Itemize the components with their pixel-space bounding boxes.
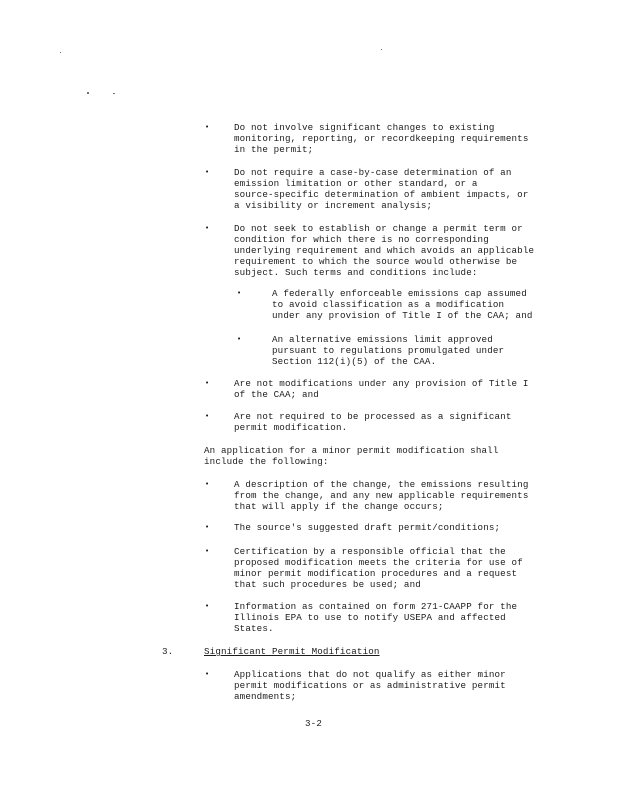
list-item: Are not required to be processed as a significant permit modification. [234,411,512,433]
application-item: The source's suggested draft permit/conditions; [234,522,501,533]
bullet-marker: • [205,602,210,610]
list-item: Do not seek to establish or change a permit term or condition for which there is no corresponding underlying requirement and which avoids an applicable requirement to which the source would otherwise be subject. Such terms and conditions include: [234,223,535,278]
scan-speck [381,49,382,50]
bullet-marker: • [205,523,210,531]
bullet-marker: • [205,547,210,555]
sub-list-item: A federally enforceable emissions cap assumed to avoid classification as a modification under any provision of Title I of the CAA; and [272,288,533,321]
bullet-marker: • [205,412,210,420]
sub-list-item: An alternative emissions limit approved pursuant to regulations promulgated under Section 112(i)(5) of the CAA. [272,334,505,367]
scan-speck [113,93,115,94]
application-intro-paragraph: An application for a minor permit modification shall include the following: [204,445,499,467]
list-item: Do not require a case-by-case determination of an emission limitation or other standard, or a source-specific determination of ambient impacts, or a visibility or increment analysis; [234,167,529,211]
application-item: Information as contained on form 271-CAAPP for the Illinois EPA to use to notify USEPA and affected States. [234,601,518,634]
sub-bullet-marker: • [237,289,242,297]
bullet-marker: • [205,670,210,678]
section-number: 3. [162,646,174,657]
sub-bullet-marker: • [237,335,242,343]
bullet-marker: • [205,224,210,232]
bullet-marker: • [205,123,210,131]
application-item: A description of the change, the emissions resulting from the change, and any new applicable requirements that will apply if the change occurs; [234,479,529,512]
list-item: Are not modifications under any provision of Title I of the CAA; and [234,378,529,400]
bullet-marker: • [205,379,210,387]
section-list-item: Applications that do not qualify as either minor permit modifications or as administrative permit amendments; [234,669,506,702]
list-item: Do not involve significant changes to existing monitoring, reporting, or recordkeeping requirements in the permit; [234,122,529,155]
application-item: Certification by a responsible official that the proposed modification meets the criteria for use of minor permit modification procedures and a request that such procedures be used; and [234,546,523,590]
page-number: 3-2 [305,718,322,729]
section-heading: Significant Permit Modification [204,646,380,657]
bullet-marker: • [205,480,210,488]
scan-speck [87,92,89,94]
scan-speck [60,52,61,53]
bullet-marker: • [205,168,210,176]
